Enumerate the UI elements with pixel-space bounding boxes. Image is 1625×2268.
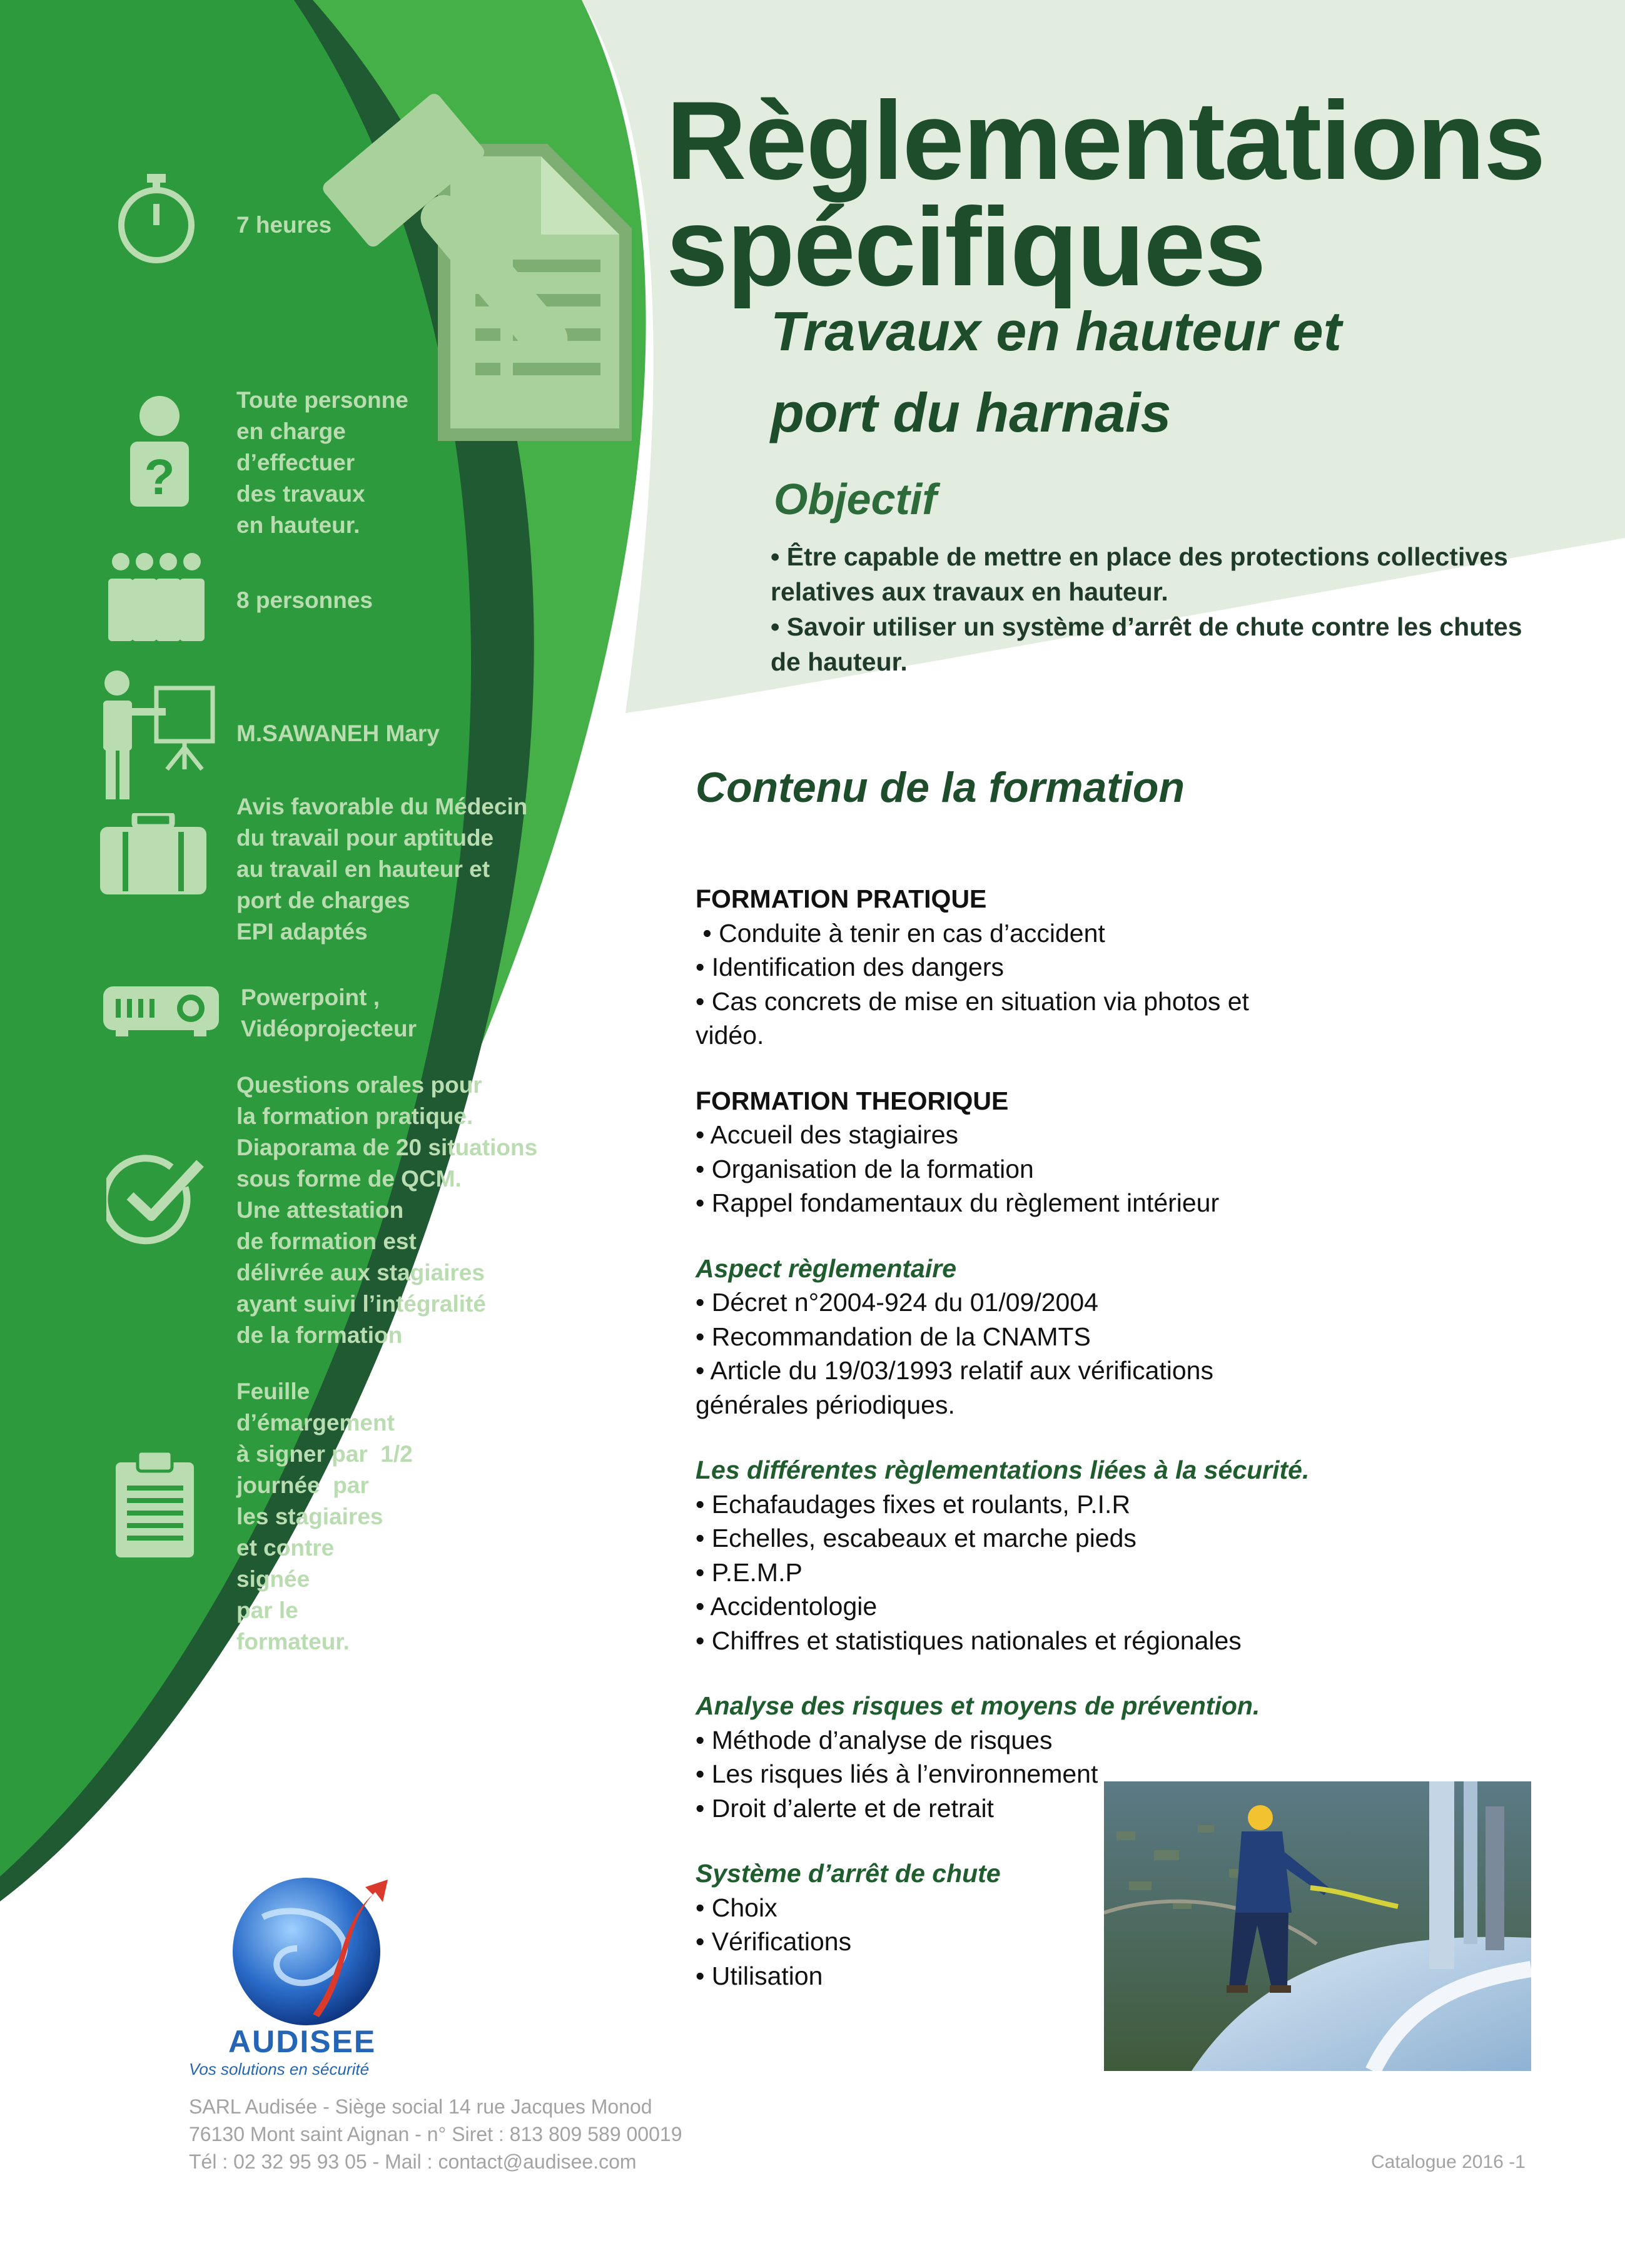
evaluation-line: la formation pratique. [236, 1103, 473, 1129]
list-item: • Recommandation de la CNAMTS [696, 1322, 1091, 1351]
list-item: • Echafaudages fixes et roulants, P.I.R [696, 1489, 1131, 1519]
public-line: en hauteur. [236, 512, 360, 538]
subtitle-line-1: Travaux en hauteur et [771, 300, 1342, 362]
prerequisites-line: au travail en hauteur et [236, 856, 490, 882]
list-item: • Accueil des stagiaires [696, 1120, 959, 1149]
worker-at-height-photo [1104, 1781, 1531, 2071]
section-heading: FORMATION PRATIQUE [696, 884, 987, 913]
equipment-line: Vidéoprojecteur [241, 1016, 417, 1041]
attendance-line: signée [236, 1566, 310, 1592]
section-aspect-reglementaire [696, 1252, 1321, 1422]
section-heading: Analyse des risques et moyens de prévention. [696, 1691, 1260, 1720]
list-item: • Utilisation [696, 1961, 823, 1990]
objectif-item: • Être capable de mettre en place des protections collectives relatives aux travaux en hauteur. [771, 542, 1508, 606]
list-item: • Echelles, escabeaux et marche pieds [696, 1524, 1136, 1552]
projector-icon [103, 979, 219, 1038]
title-line-1: Règlementations [666, 78, 1545, 203]
person-question-icon [125, 394, 194, 507]
evaluation-line: Questions orales pour [236, 1072, 482, 1098]
list-item: • Organisation de la formation [696, 1154, 1034, 1183]
attendance-line: journée par [236, 1472, 369, 1498]
evaluation-line: de la formation [236, 1322, 403, 1348]
objectif-list [771, 539, 1559, 679]
section-reglementations-securite [696, 1453, 1321, 1658]
objectif-heading: Objectif [774, 475, 937, 524]
trainer-text: M.SAWANEH Mary [236, 721, 440, 746]
page-subtitle [771, 291, 1342, 453]
stopwatch-icon [113, 169, 200, 269]
list-item: • Les risques liés à l’environnement [696, 1759, 1098, 1788]
contenu-heading: Contenu de la formation [696, 764, 1185, 811]
list-item: • Cas concrets de mise en situation via photos et vidéo. [696, 986, 1249, 1050]
attendance-line: formateur. [236, 1629, 350, 1654]
evaluation-line: sous forme de QCM. [236, 1166, 462, 1192]
list-item: générales périodiques. [696, 1390, 955, 1419]
prerequisites-text [236, 791, 527, 948]
logo-tagline: Vos solutions en sécurité [189, 2060, 370, 2078]
public-line: d’effectuer [236, 450, 355, 475]
svg-text:?: ? [144, 449, 175, 505]
section-heading: Les différentes règlementations liées à la sécurité. [696, 1455, 1310, 1484]
duration-text: 7 heures [236, 212, 332, 238]
objectif-item: • Savoir utiliser un système d’arrêt de chute contre les chutes de hauteur. [771, 612, 1522, 676]
check-circle-icon [106, 1151, 206, 1248]
attendance-text [236, 1376, 413, 1658]
section-pratique [696, 882, 1321, 1053]
evaluation-line: de formation est [236, 1228, 417, 1254]
prerequisites-line: du travail pour aptitude [236, 825, 494, 851]
prerequisites-line: EPI adaptés [236, 919, 368, 944]
public-line: en charge [236, 418, 346, 444]
evaluation-line: Diaporama de 20 situations [236, 1135, 538, 1160]
page-title [666, 78, 1604, 309]
trainer-board-icon [97, 669, 216, 801]
attendance-line: Feuille [236, 1379, 310, 1404]
list-item: • P.E.M.P [696, 1557, 802, 1587]
list-item: • Rappel fondamentaux du règlement intérieur [696, 1188, 1220, 1217]
subtitle-line-2: port du harnais [771, 382, 1172, 443]
list-item: • Choix [696, 1893, 777, 1922]
list-item: • Chiffres et statistiques nationales et régionales [696, 1626, 1242, 1655]
title-line-2: spécifiques [666, 185, 1265, 309]
list-item: • Méthode d’analyse de risques [696, 1725, 1053, 1754]
list-item: • Droit d’alerte et de retrait [696, 1793, 994, 1823]
equipment-text [241, 982, 417, 1045]
list-item: • Décret n°2004-924 du 01/09/2004 [696, 1288, 1098, 1317]
footer-line: 76130 Mont saint Aignan - n° Siret : 813 809 589 00019 [189, 2123, 682, 2145]
footer-line: SARL Audisée - Siège social 14 rue Jacques Monod [189, 2095, 652, 2118]
briefcase-icon [100, 813, 206, 894]
attendance-line: à signer par 1/2 [236, 1441, 413, 1467]
list-item: • Identification des dangers [696, 953, 1005, 981]
list-item: • Article du 19/03/1993 relatif aux vérifications [696, 1356, 1213, 1385]
section-heading: FORMATION THEORIQUE [696, 1086, 1009, 1115]
attendance-line: par le [236, 1597, 298, 1623]
list-item: • Conduite à tenir en cas d’accident [696, 918, 1105, 948]
attendance-line: d’émargement [236, 1410, 395, 1435]
list-item: • Vérifications [696, 1927, 852, 1956]
section-heading: Système d’arrêt de chute [696, 1859, 1001, 1888]
footer-address [189, 2093, 682, 2175]
group-people-icon [102, 550, 208, 641]
attendance-line: et contre [236, 1535, 335, 1561]
prerequisites-line: port de charges [236, 888, 410, 913]
section-heading: Aspect règlementaire [696, 1253, 957, 1283]
equipment-line: Powerpoint , [241, 985, 380, 1010]
evaluation-text [236, 1070, 537, 1351]
attendance-line: les stagiaires [236, 1504, 383, 1529]
public-text [236, 385, 408, 541]
evaluation-line: ayant suivi l’intégralité [236, 1291, 486, 1317]
list-item: • Accidentologie [696, 1592, 878, 1621]
section-theorique [696, 1084, 1321, 1220]
evaluation-line: Une attestation [236, 1197, 404, 1223]
public-line: Toute personne [236, 387, 408, 413]
footer-line: Tél : 02 32 95 93 05 - Mail : contact@audisee.com [189, 2150, 637, 2173]
catalogue-label: Catalogue 2016 -1 [1371, 2152, 1526, 2172]
evaluation-line: délivrée aux stagiaires [236, 1260, 485, 1285]
prerequisites-line: Avis favorable du Médecin [236, 794, 528, 819]
logo-name: AUDISEE [228, 2024, 377, 2059]
participants-text: 8 personnes [236, 587, 373, 613]
public-line: des travaux [236, 481, 365, 507]
clipboard-icon [116, 1451, 194, 1557]
